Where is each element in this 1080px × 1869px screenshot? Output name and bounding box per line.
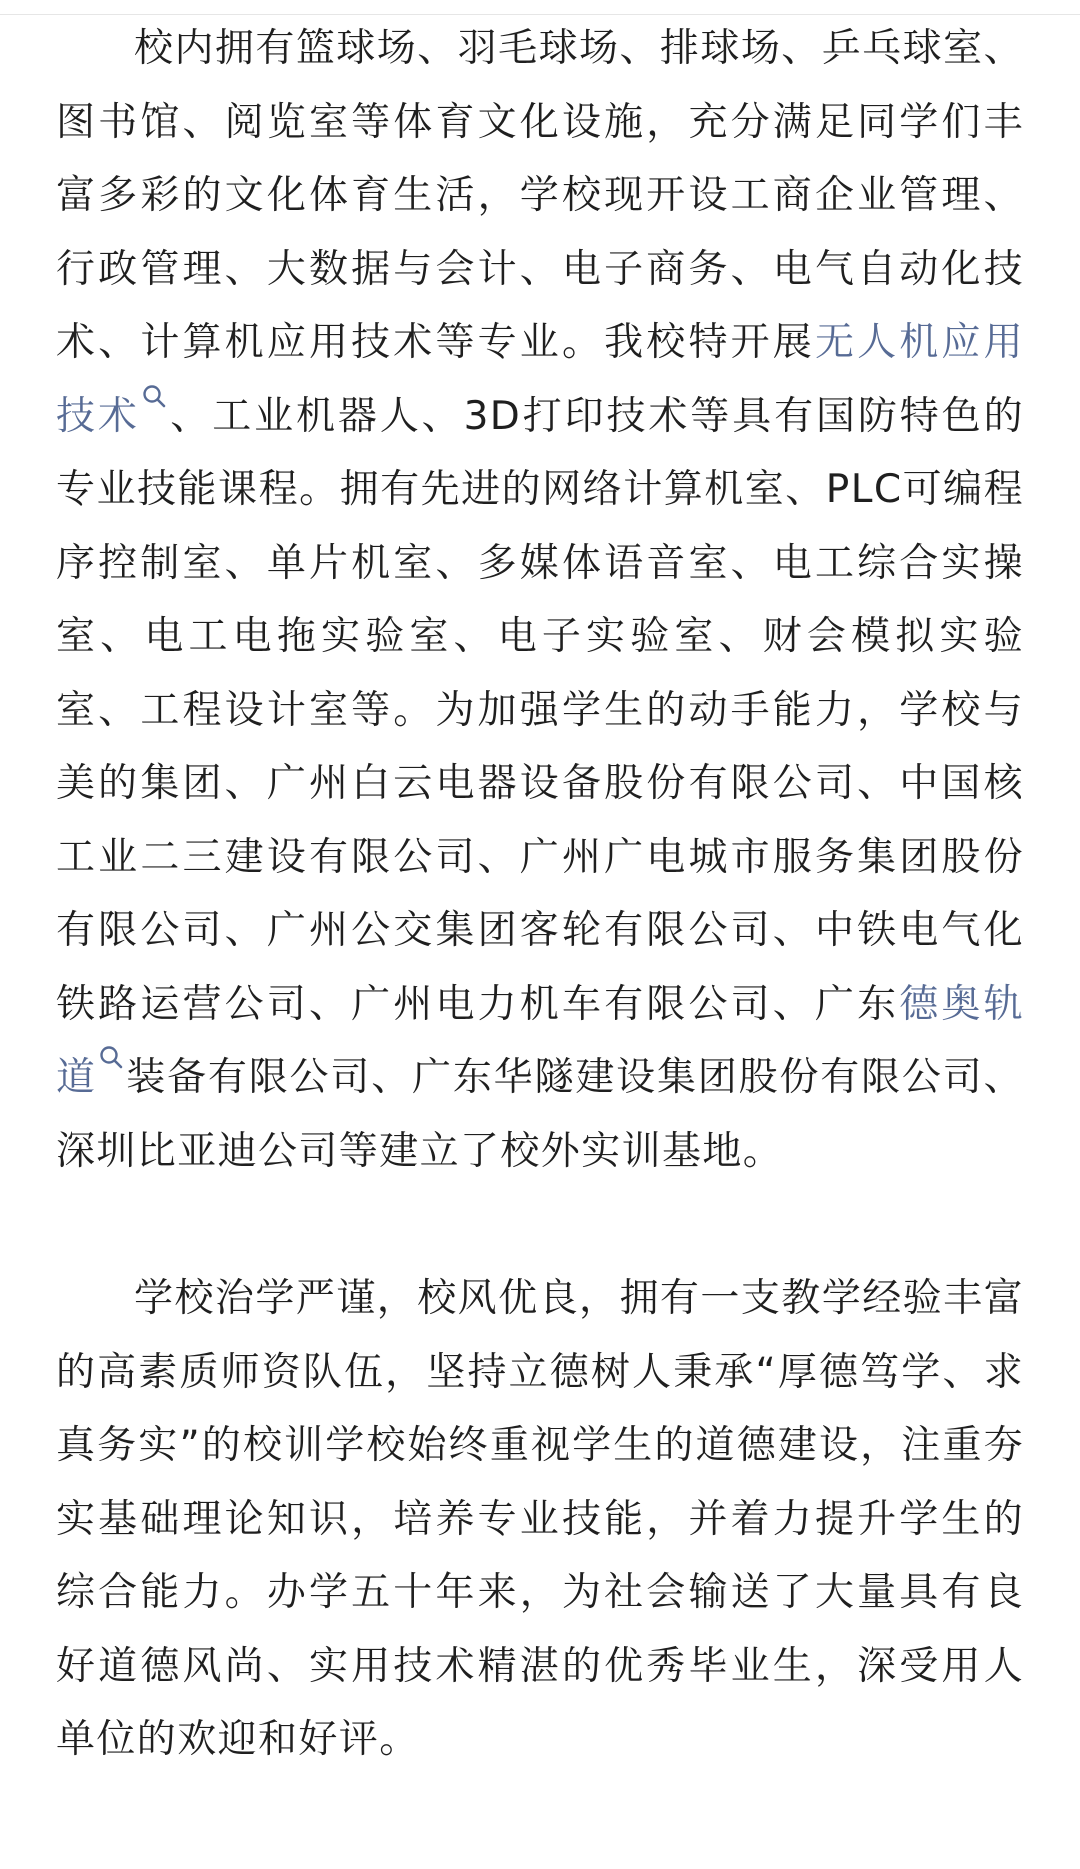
paragraph-facilities [56,12,1024,1188]
paragraph-text: 、工业机器人、3D打印技术等具有国防特色的专业技能课程。拥有先进的网络计算机室、PLC可编程序控制室、单片机室、多媒体语音室、电工综合实操室、电工电拖实验室、电子实验室、财会模拟实验室、工程设计室等。为加强学生的动手能力，学校与美的集团、广州白云电器设备股份有限公司、中国核工业二三建设有限公司、广州广电城市服务集团股份有限公司、广州公交集团客轮有限公司、中铁电气化铁路运营公司、广州电力机车有限公司、广东 [56,393,1024,1027]
paragraph-text: 装备有限公司、广东华隧建设集团股份有限公司、深圳比亚迪公司等建立了校外实训基地。 [56,1055,1024,1174]
article-body [56,12,1024,1777]
search-icon [98,1044,126,1072]
keyword-label: 无人机应用技术 [56,320,1024,439]
search-icon [141,383,169,411]
paragraph-school-ethos: 学校治学严谨，校风优良，拥有一支教学经验丰富的高素质师资队伍，坚持立德树人秉承“厚德笃学、求真务实”的校训学校始终重视学生的道德建设，注重夯实基础理论知识，培养专业技能，并着力提升学生的综合能力。办学五十年来，为社会输送了大量具有良好道德风尚、实用技术精湛的优秀毕业生，深受用人单位的欢迎和好评。 [56,1276,1024,1762]
keyword-label: 德奥轨道 [56,981,1024,1100]
paragraph-text: 校内拥有篮球场、羽毛球场、排球场、乒乓球室、图书馆、阅览室等体育文化设施，充分满足同学们丰富多彩的文化体育生活，学校现开设工商企业管理、行政管理、大数据与会计、电子商务、电气自动化技术、计算机应用技术等专业。我校特开展 [56,26,1024,365]
